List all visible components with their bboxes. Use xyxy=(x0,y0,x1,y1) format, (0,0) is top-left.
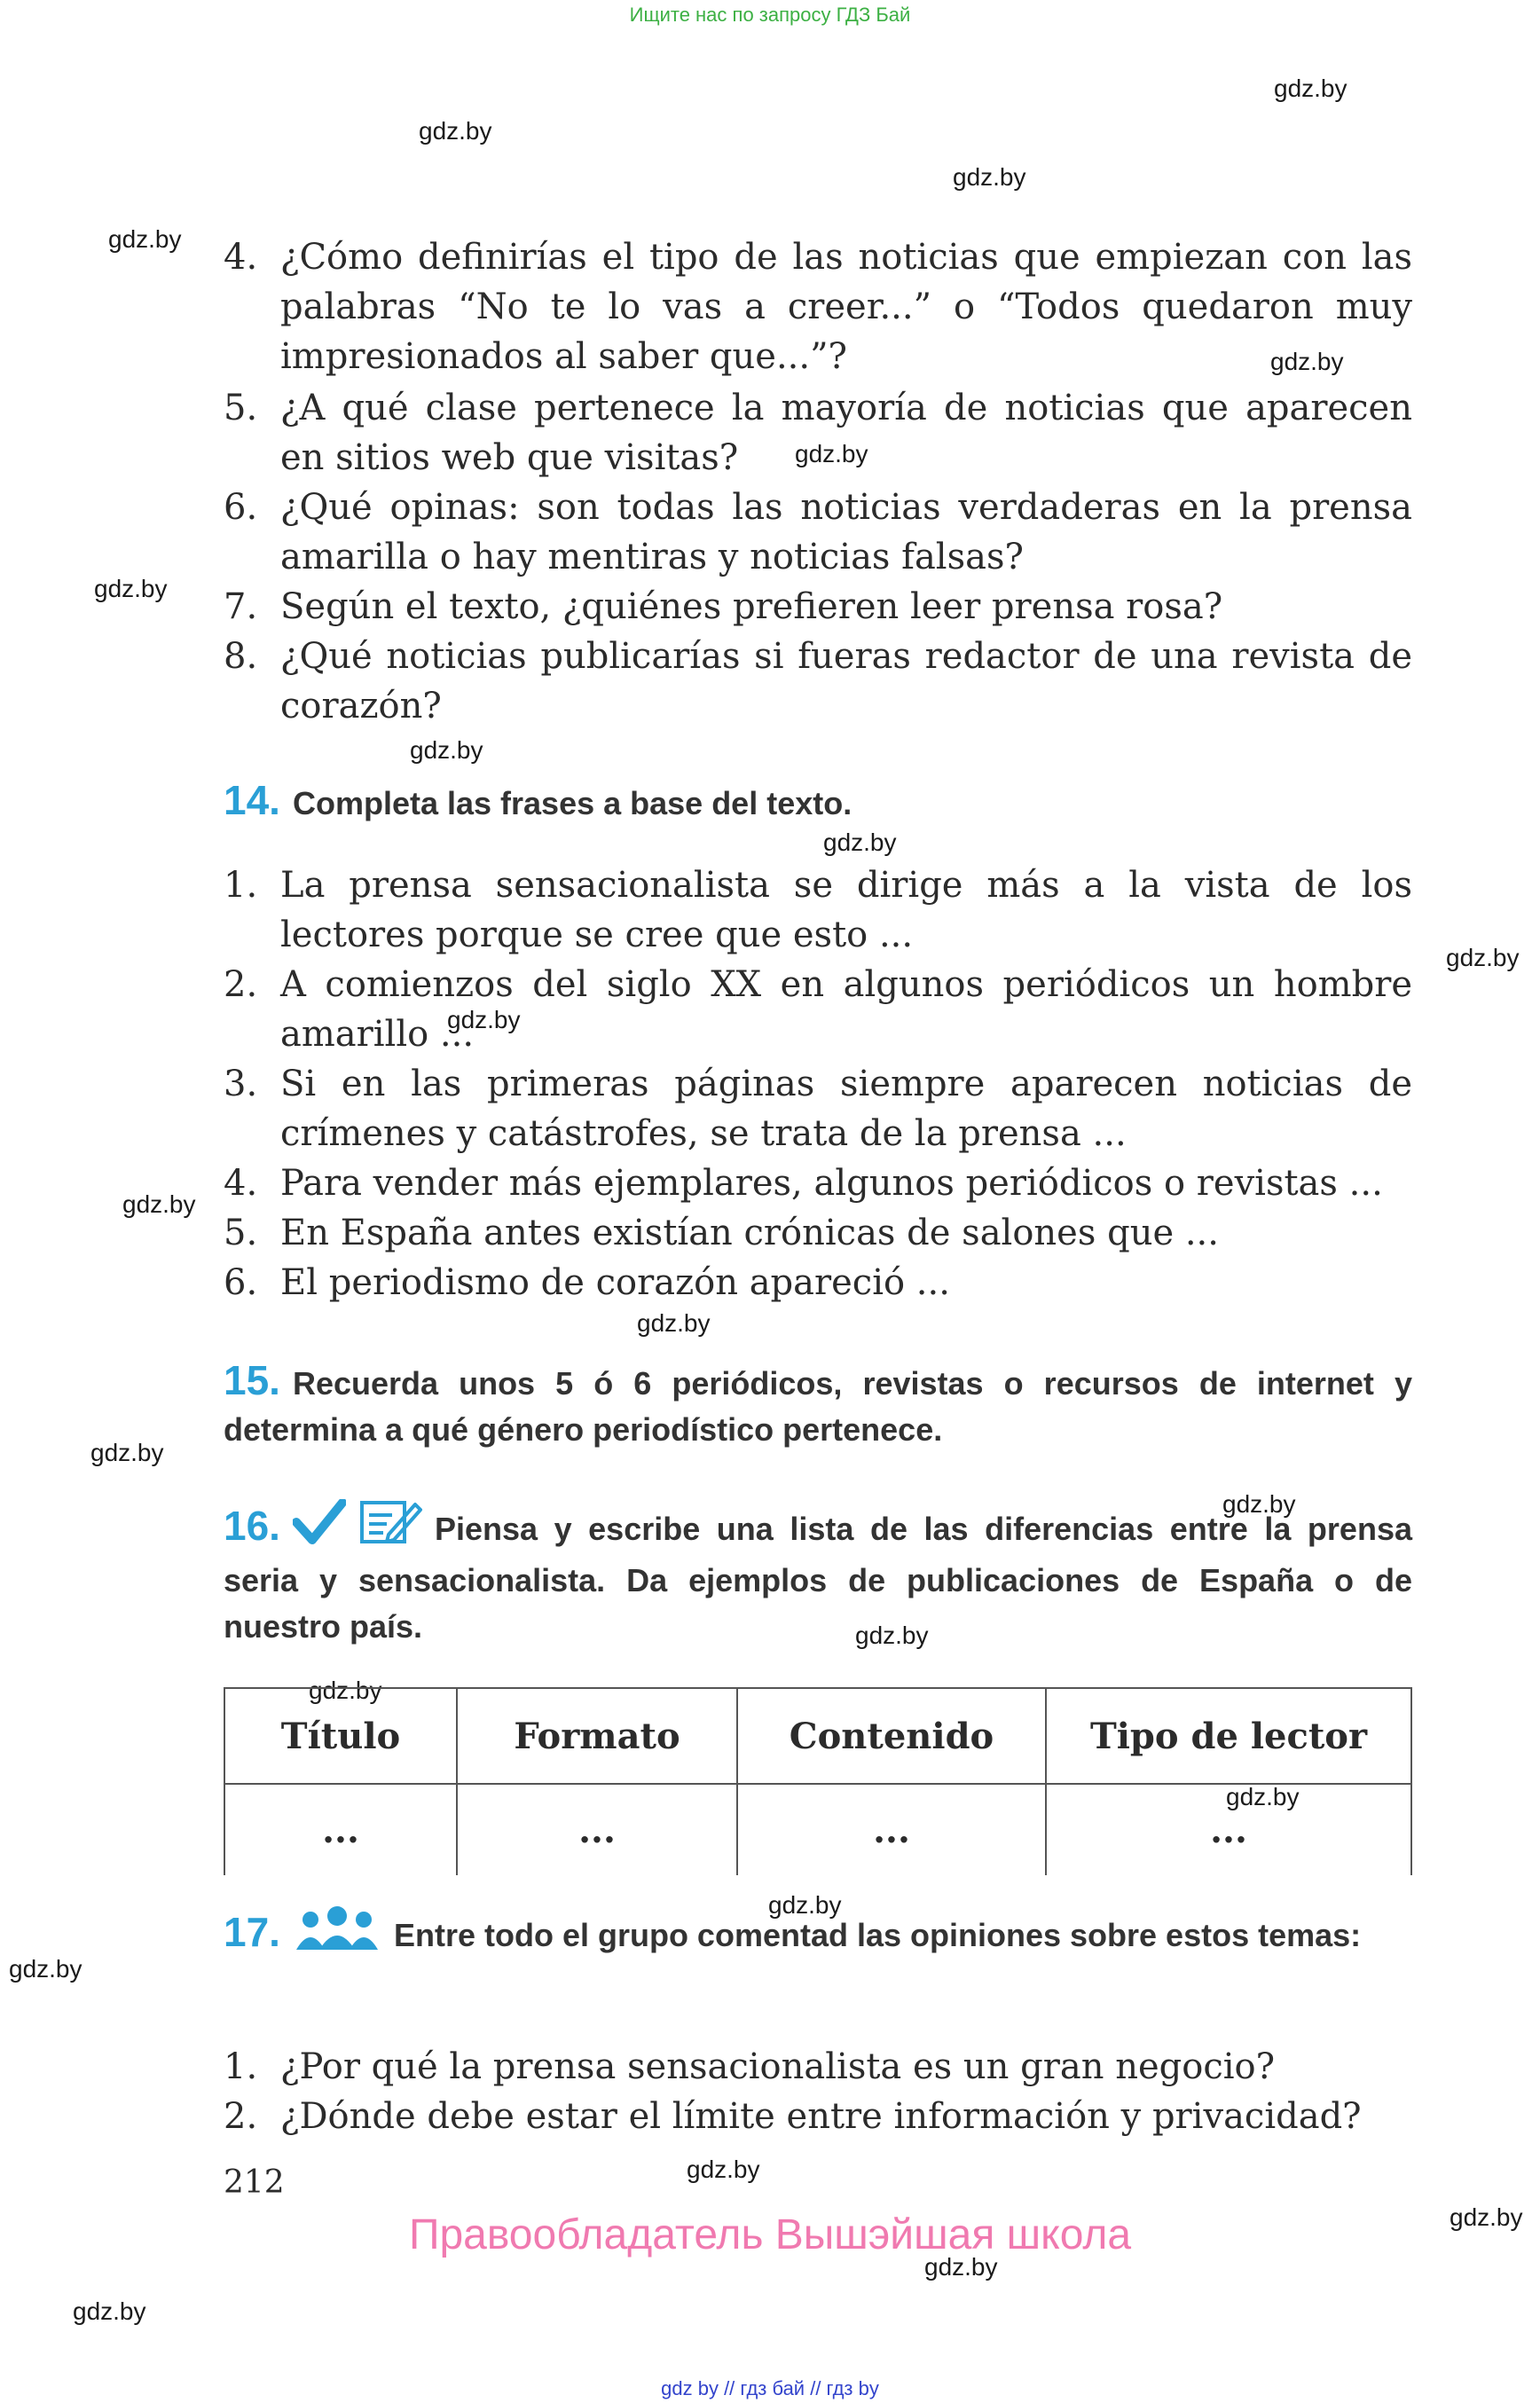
watermark: gdz.by xyxy=(1450,2203,1523,2231)
watermark: gdz.by xyxy=(768,1891,842,1919)
table-header-row xyxy=(224,1688,1411,1784)
item-text: Para vender más ejemplares, algunos periódicos o revistas ... xyxy=(280,1163,1383,1204)
watermark: gdz.by xyxy=(1226,1783,1300,1810)
task-number: 17. xyxy=(224,1909,280,1955)
watermark: gdz.by xyxy=(309,1677,382,1704)
watermark: gdz.by xyxy=(1446,944,1520,971)
item-text: ¿Qué noticias publicarías si fueras redactor de una revista de corazón? xyxy=(280,636,1412,726)
table-cell: ... xyxy=(224,1784,457,1875)
watermark: gdz.by xyxy=(855,1622,929,1649)
item-number: 6. xyxy=(224,487,258,528)
task-text: Piensa y escribe una lista de las diferencias entre la prensa seria y sensacionalista. Da ejemplos de publicaciones de España o de nuestro país. xyxy=(224,1511,1412,1645)
list-item xyxy=(224,1208,1412,1258)
item-number: 6. xyxy=(224,1262,258,1303)
publications-table xyxy=(224,1687,1412,1875)
task-16 xyxy=(224,1496,1412,1650)
table-header-cell: Contenido xyxy=(737,1688,1046,1784)
list-item xyxy=(224,232,1412,381)
table-header-cell: Tipo de lector xyxy=(1046,1688,1411,1784)
table-cell: ... xyxy=(1046,1784,1411,1875)
footer-links[interactable]: gdz by // гдз бай // гдз by xyxy=(661,2377,879,2399)
item-text: ¿Qué opinas: son todas las noticias verdaderas en la prensa amarilla o hay mentiras y noticias falsas? xyxy=(280,487,1412,577)
task-number: 15. xyxy=(224,1357,280,1403)
watermark: gdz.by xyxy=(447,1006,521,1033)
item-text: En España antes existían crónicas de salones que ... xyxy=(280,1213,1219,1253)
item-text: ¿Por qué la prensa sensacionalista es un gran negocio? xyxy=(280,2046,1276,2087)
list-item xyxy=(224,632,1412,731)
watermark: gdz.by xyxy=(73,2297,146,2325)
watermark: gdz.by xyxy=(90,1439,164,1466)
watermark: gdz.by xyxy=(687,2156,760,2183)
item-text: ¿A qué clase pertenece la mayoría de noticias que aparecen en sitios web que visitas? xyxy=(280,388,1412,478)
table-cell: ... xyxy=(737,1784,1046,1875)
watermark: gdz.by xyxy=(94,575,168,602)
item-number: 8. xyxy=(224,636,258,677)
list-item xyxy=(224,2092,1412,2141)
task-text: Recuerda unos 5 ó 6 periódicos, revistas o recursos de internet y determina a qué género periodístico pertenece. xyxy=(224,1365,1412,1448)
item-text: A comienzos del siglo XX en algunos periódicos un hombre amarillo ... xyxy=(280,964,1412,1055)
watermark: gdz.by xyxy=(1222,1490,1296,1518)
group-icon xyxy=(293,1905,381,1964)
watermark: gdz.by xyxy=(9,1955,82,1983)
item-number: 1. xyxy=(224,865,258,906)
watermark: gdz.by xyxy=(637,1309,711,1337)
list-item xyxy=(224,2042,1412,2092)
top-banner: Ищите нас по запросу ГДЗ Бай xyxy=(629,4,911,26)
list-item xyxy=(224,1258,1412,1308)
list-item xyxy=(224,582,1412,632)
task-15 xyxy=(224,1357,1412,1453)
list-item xyxy=(224,1059,1412,1158)
table-header-cell: Título xyxy=(224,1688,457,1784)
watermark: gdz.by xyxy=(419,117,492,145)
item-number: 5. xyxy=(224,388,258,428)
item-number: 1. xyxy=(224,2046,258,2087)
item-text: El periodismo de corazón apareció ... xyxy=(280,1262,950,1303)
watermark: gdz.by xyxy=(1270,348,1344,375)
watermark: gdz.by xyxy=(953,163,1026,191)
list-item xyxy=(224,860,1412,960)
watermark: gdz.by xyxy=(1274,75,1348,102)
task-text: Entre todo el grupo comentad las opiniones sobre estos temas: xyxy=(393,1917,1362,1953)
checkmark-icon xyxy=(293,1499,346,1558)
task-number: 14. xyxy=(224,777,280,823)
list-item xyxy=(224,483,1412,582)
table-header-cell: Formato xyxy=(457,1688,737,1784)
task-14 xyxy=(224,777,1412,827)
item-number: 7. xyxy=(224,586,258,627)
list-item xyxy=(224,1158,1412,1208)
task-number: 16. xyxy=(224,1503,280,1549)
write-note-icon xyxy=(358,1496,422,1558)
list-item xyxy=(224,960,1412,1059)
item-number: 2. xyxy=(224,964,258,1005)
watermark: gdz.by xyxy=(122,1190,196,1218)
watermark: gdz.by xyxy=(795,440,868,467)
watermark: gdz.by xyxy=(410,736,483,764)
item-number: 4. xyxy=(224,237,258,278)
task-text: Completa las frases a base del texto. xyxy=(292,785,852,821)
page-number: 212 xyxy=(224,2164,285,2201)
item-text: La prensa sensacionalista se dirige más a la vista de los lectores porque se cree que esto ... xyxy=(280,865,1412,955)
copyright-owner: Правообладатель Вышэйшая школа xyxy=(408,2211,1132,2258)
task-17 xyxy=(224,1905,1412,1964)
table-row xyxy=(224,1784,1411,1875)
item-number: 3. xyxy=(224,1064,258,1104)
item-text: ¿Cómo definirías el tipo de las noticias que empiezan con las palabras “No te lo vas a creer...” o “Todos quedaron muy impresionados al saber que...”? xyxy=(280,237,1412,377)
table-cell: ... xyxy=(457,1784,737,1875)
item-number: 4. xyxy=(224,1163,258,1204)
watermark: gdz.by xyxy=(108,225,182,253)
item-number: 5. xyxy=(224,1213,258,1253)
list-item xyxy=(224,383,1412,483)
watermark: gdz.by xyxy=(924,2253,998,2281)
item-text: ¿Dónde debe estar el límite entre información y privacidad? xyxy=(280,2096,1362,2137)
item-text: Según el texto, ¿quiénes prefieren leer prensa rosa? xyxy=(280,586,1223,627)
watermark: gdz.by xyxy=(823,828,897,856)
item-number: 2. xyxy=(224,2096,258,2137)
item-text: Si en las primeras páginas siempre aparecen noticias de crímenes y catástrofes, se trata de la prensa ... xyxy=(280,1064,1412,1154)
